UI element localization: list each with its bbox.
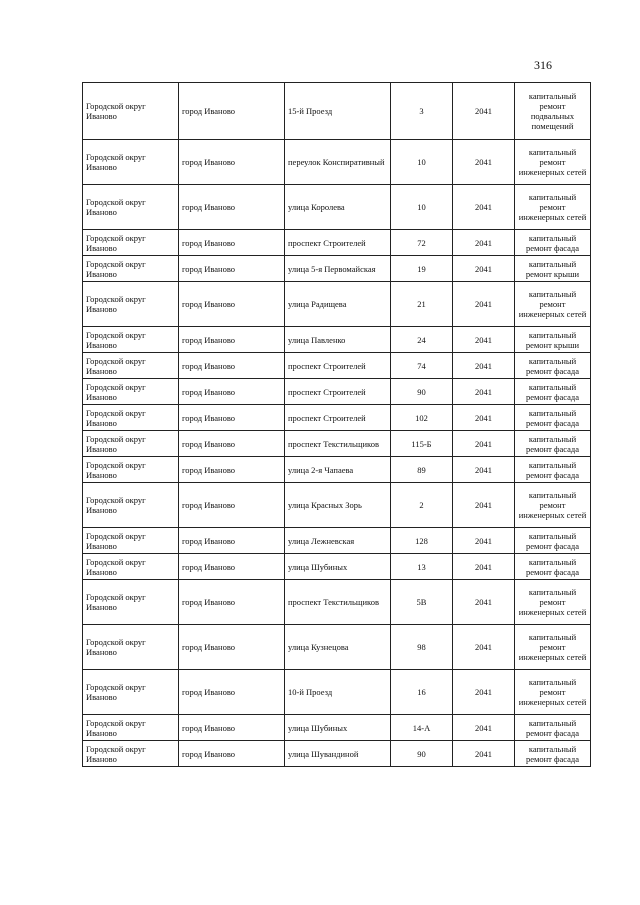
street-cell: проспект Строителей — [285, 379, 391, 405]
table-row — [83, 625, 591, 670]
district-cell: Городской округ Иваново — [83, 715, 179, 741]
district-cell: Городской округ Иваново — [83, 230, 179, 256]
city-cell: город Иваново — [179, 379, 285, 405]
street-cell: улица Павленко — [285, 327, 391, 353]
work-type-cell: капитальный ремонт инженерных сетей — [515, 625, 591, 670]
table-row — [83, 282, 591, 327]
table-row — [83, 457, 591, 483]
work-type-cell: капитальный ремонт инженерных сетей — [515, 670, 591, 715]
year-cell: 2041 — [453, 457, 515, 483]
work-type-cell: капитальный ремонт фасада — [515, 431, 591, 457]
district-cell: Городской округ Иваново — [83, 554, 179, 580]
district-cell: Городской округ Иваново — [83, 379, 179, 405]
work-type-cell: капитальный ремонт фасада — [515, 715, 591, 741]
house-number-cell: 14-А — [391, 715, 453, 741]
city-cell: город Иваново — [179, 327, 285, 353]
house-number-cell: 98 — [391, 625, 453, 670]
year-cell: 2041 — [453, 83, 515, 140]
year-cell: 2041 — [453, 185, 515, 230]
street-cell: улица 2-я Чапаева — [285, 457, 391, 483]
house-number-cell: 10 — [391, 185, 453, 230]
street-cell: проспект Строителей — [285, 353, 391, 379]
year-cell: 2041 — [453, 741, 515, 767]
work-type-cell: капитальный ремонт крыши — [515, 256, 591, 282]
work-type-cell: капитальный ремонт инженерных сетей — [515, 140, 591, 185]
year-cell: 2041 — [453, 528, 515, 554]
district-cell: Городской округ Иваново — [83, 282, 179, 327]
district-cell: Городской округ Иваново — [83, 140, 179, 185]
street-cell: проспект Текстильщиков — [285, 580, 391, 625]
house-number-cell: 72 — [391, 230, 453, 256]
year-cell: 2041 — [453, 282, 515, 327]
district-cell: Городской округ Иваново — [83, 625, 179, 670]
city-cell: город Иваново — [179, 483, 285, 528]
table-row — [83, 715, 591, 741]
work-type-cell: капитальный ремонт подвальных помещений — [515, 83, 591, 140]
city-cell: город Иваново — [179, 140, 285, 185]
table-row — [83, 483, 591, 528]
table-row — [83, 554, 591, 580]
table-row — [83, 353, 591, 379]
year-cell: 2041 — [453, 256, 515, 282]
year-cell: 2041 — [453, 431, 515, 457]
house-number-cell: 10 — [391, 140, 453, 185]
street-cell: улица Кузнецова — [285, 625, 391, 670]
year-cell: 2041 — [453, 625, 515, 670]
work-type-cell: капитальный ремонт фасада — [515, 405, 591, 431]
page-number: 316 — [534, 58, 552, 72]
district-cell: Городской округ Иваново — [83, 83, 179, 140]
city-cell: город Иваново — [179, 580, 285, 625]
work-type-cell: капитальный ремонт фасада — [515, 741, 591, 767]
year-cell: 2041 — [453, 379, 515, 405]
street-cell: улица Королева — [285, 185, 391, 230]
work-type-cell: капитальный ремонт инженерных сетей — [515, 483, 591, 528]
city-cell: город Иваново — [179, 282, 285, 327]
city-cell: город Иваново — [179, 741, 285, 767]
year-cell: 2041 — [453, 580, 515, 625]
street-cell: улица Красных Зорь — [285, 483, 391, 528]
year-cell: 2041 — [453, 483, 515, 528]
street-cell: проспект Текстильщиков — [285, 431, 391, 457]
registry-rows — [83, 83, 591, 767]
city-cell: город Иваново — [179, 353, 285, 379]
year-cell: 2041 — [453, 230, 515, 256]
work-type-cell: капитальный ремонт фасада — [515, 230, 591, 256]
table-row — [83, 741, 591, 767]
year-cell: 2041 — [453, 554, 515, 580]
house-number-cell: 24 — [391, 327, 453, 353]
table-row — [83, 140, 591, 185]
house-number-cell: 3 — [391, 83, 453, 140]
work-type-cell: капитальный ремонт фасада — [515, 379, 591, 405]
table-row — [83, 230, 591, 256]
year-cell: 2041 — [453, 405, 515, 431]
street-cell: проспект Строителей — [285, 405, 391, 431]
district-cell: Городской округ Иваново — [83, 483, 179, 528]
street-cell: переулок Конспиративный — [285, 140, 391, 185]
house-number-cell: 13 — [391, 554, 453, 580]
table-row — [83, 670, 591, 715]
city-cell: город Иваново — [179, 230, 285, 256]
table-row — [83, 528, 591, 554]
street-cell: улица Радищева — [285, 282, 391, 327]
table-row — [83, 256, 591, 282]
table-row — [83, 580, 591, 625]
street-cell: 10-й Проезд — [285, 670, 391, 715]
street-cell: улица 5-я Первомайская — [285, 256, 391, 282]
house-number-cell: 115-Б — [391, 431, 453, 457]
city-cell: город Иваново — [179, 528, 285, 554]
work-type-cell: капитальный ремонт фасада — [515, 528, 591, 554]
house-number-cell: 16 — [391, 670, 453, 715]
year-cell: 2041 — [453, 670, 515, 715]
work-type-cell: капитальный ремонт крыши — [515, 327, 591, 353]
house-number-cell: 90 — [391, 379, 453, 405]
district-cell: Городской округ Иваново — [83, 457, 179, 483]
year-cell: 2041 — [453, 715, 515, 741]
year-cell: 2041 — [453, 353, 515, 379]
city-cell: город Иваново — [179, 83, 285, 140]
district-cell: Городской округ Иваново — [83, 741, 179, 767]
district-cell: Городской округ Иваново — [83, 431, 179, 457]
house-number-cell: 102 — [391, 405, 453, 431]
city-cell: город Иваново — [179, 431, 285, 457]
work-type-cell: капитальный ремонт инженерных сетей — [515, 185, 591, 230]
city-cell: город Иваново — [179, 670, 285, 715]
street-cell: улица Шубиных — [285, 715, 391, 741]
work-type-cell: капитальный ремонт инженерных сетей — [515, 580, 591, 625]
district-cell: Городской округ Иваново — [83, 185, 179, 230]
district-cell: Городской округ Иваново — [83, 670, 179, 715]
house-number-cell: 21 — [391, 282, 453, 327]
district-cell: Городской округ Иваново — [83, 256, 179, 282]
city-cell: город Иваново — [179, 256, 285, 282]
work-type-cell: капитальный ремонт фасада — [515, 457, 591, 483]
table-row — [83, 327, 591, 353]
city-cell: город Иваново — [179, 457, 285, 483]
house-number-cell: 19 — [391, 256, 453, 282]
street-cell: улица Лежневская — [285, 528, 391, 554]
street-cell: улица Шувандиной — [285, 741, 391, 767]
table-row — [83, 379, 591, 405]
table-row — [83, 83, 591, 140]
house-number-cell: 90 — [391, 741, 453, 767]
table-row — [83, 405, 591, 431]
house-number-cell: 89 — [391, 457, 453, 483]
city-cell: город Иваново — [179, 715, 285, 741]
work-type-cell: капитальный ремонт фасада — [515, 554, 591, 580]
city-cell: город Иваново — [179, 405, 285, 431]
year-cell: 2041 — [453, 327, 515, 353]
street-cell: проспект Строителей — [285, 230, 391, 256]
registry-table — [82, 82, 591, 767]
table-row — [83, 185, 591, 230]
work-type-cell: капитальный ремонт инженерных сетей — [515, 282, 591, 327]
table-row — [83, 431, 591, 457]
street-cell: 15-й Проезд — [285, 83, 391, 140]
district-cell: Городской округ Иваново — [83, 528, 179, 554]
house-number-cell: 128 — [391, 528, 453, 554]
year-cell: 2041 — [453, 140, 515, 185]
house-number-cell: 74 — [391, 353, 453, 379]
district-cell: Городской округ Иваново — [83, 353, 179, 379]
city-cell: город Иваново — [179, 554, 285, 580]
house-number-cell: 2 — [391, 483, 453, 528]
district-cell: Городской округ Иваново — [83, 580, 179, 625]
city-cell: город Иваново — [179, 185, 285, 230]
street-cell: улица Шубиных — [285, 554, 391, 580]
work-type-cell: капитальный ремонт фасада — [515, 353, 591, 379]
city-cell: город Иваново — [179, 625, 285, 670]
district-cell: Городской округ Иваново — [83, 327, 179, 353]
house-number-cell: 5В — [391, 580, 453, 625]
district-cell: Городской округ Иваново — [83, 405, 179, 431]
